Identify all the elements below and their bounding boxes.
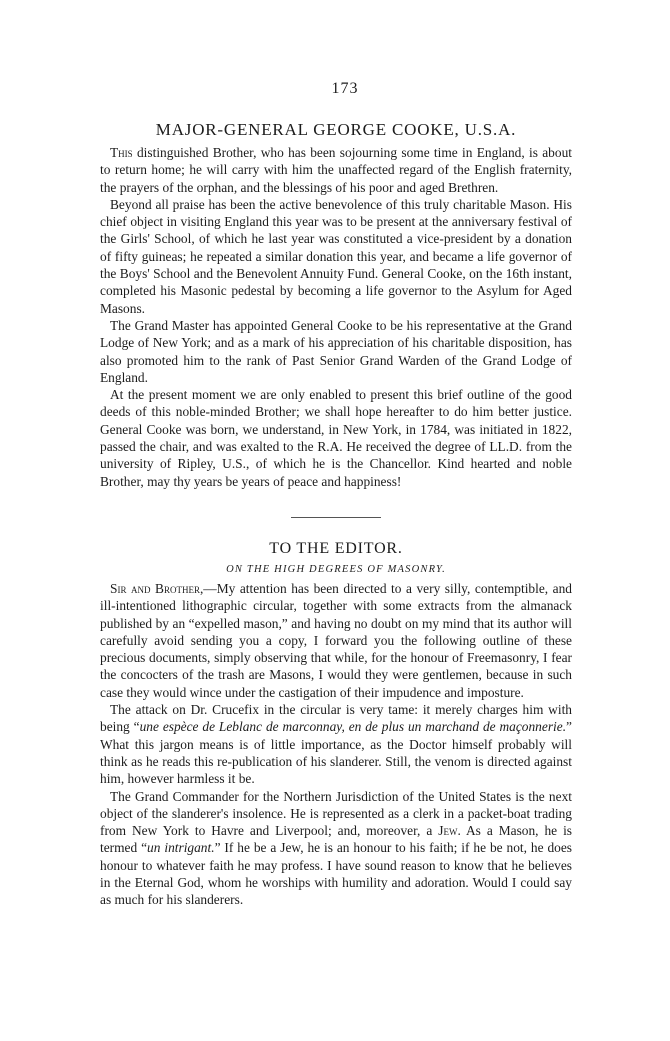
article1-paragraph-3: The Grand Master has appointed General Cooke to be his representative at the Grand Lodge of New York; and as a mark of his appreciation of his charitable disposition, has also promoted him to the rank of Past Senior Grand Warden of the Grand Lodge of England. — [100, 317, 572, 385]
article1-paragraph-1 — [100, 144, 572, 196]
document-page — [100, 80, 572, 909]
letter-paragraph-2 — [100, 701, 572, 787]
paragraph-text: —My attention has been directed to a very silly, contemptible, and ill-intentioned lithographic circular, together with some extracts from the almanack published by an “expelled mason,” and having no doubt on my mind that its author will carefully avoid sending you a copy, I forward you the following outline of these precious documents, simply observing that while, for the honour of Freemasonry, I fear the concocters of the trash are Masons, I would they were gentlemen, because in such case they would wince under the castigation of their impudence and imposture. — [100, 580, 573, 700]
french-quote: une espèce de Leblanc de marconnay, en de plus un marchand de maçonnerie. — [139, 719, 567, 735]
paragraph-lead-word: This — [110, 145, 133, 160]
french-quote: un intrigant. — [147, 840, 215, 856]
letter-paragraph-1 — [100, 580, 572, 701]
page-number: 173 — [331, 80, 359, 97]
letter-subtitle: ON THE HIGH DEGREES OF MASONRY. — [226, 563, 446, 575]
article1-paragraph-4: At the present moment we are only enabled to present this brief outline of the good deeds of this noble-minded Brother; we shall hope hereafter to do him better justice. General Cooke was born, we understand, in New York, in 1784, was initiated in 1822, passed the chair, and was exalted to the R.A. He received the degree of LL.D. from the university of Ripley, U.S., of which he is the Chancellor. Kind hearted and noble Brother, may thy years be years of peace and happiness! — [100, 387, 572, 489]
paragraph-text: The Grand Commander for the Northern Jurisdiction of the United States is the next object of the slanderer's insolence. He is represented as a clerk in a packet-boat trading from New York to Havre and Liverpool; and, moreover, a — [100, 788, 572, 839]
paragraph-text: ” If he be a Jew, he is an honour to his faith; if he be not, he does honour to whatever faith he may profess. I have sound reason to know that he believes in the Eternal God, whom he worships with humility and adoration. Would I could say as much for his slanderers. — [100, 840, 572, 908]
paragraph-text: ” What this jargon means is of little importance, as the Doctor himself probably will think as he reads this re-publication of his slanderer. Still, the venom is directed against him, however harmless it be. — [100, 719, 572, 787]
article1-paragraph-2: Beyond all praise has been the active benevolence of this truly charitable Mason. His chief object in visiting England this year was to be present at the anniversary festival of the Girls' School, of which he last year was constituted a vice-president by a donation of fifty guineas; he repeated a similar donation this year, and became a life governor of the Boys' School and the Benevolent Annuity Fund. General Cooke, on the 16th instant, completed his Masonic pedestal by becoming a life governor to the Asylum for Aged Masons. — [100, 196, 572, 316]
letter-paragraph-3 — [100, 788, 572, 909]
section-divider — [291, 517, 381, 518]
article-title-cooke: MAJOR-GENERAL GEORGE COOKE, U.S.A. — [155, 120, 517, 139]
paragraph-text: . As a Mason, he is termed “ — [100, 823, 573, 856]
letter-title: TO THE EDITOR. — [269, 539, 403, 557]
salutation: Sir and Brother, — [110, 580, 204, 596]
emphasized-word: Jew — [438, 823, 458, 839]
paragraph-text: The attack on Dr. Crucefix in the circular is very tame: it merely charges him with being “ — [100, 702, 572, 735]
paragraph-text: distinguished Brother, who has been sojourning some time in England, is about to return home; he will carry with him the unaffected regard of the English fraternity, the prayers of the orphan, and the blessings of his poor and aged Brethren. — [100, 145, 572, 195]
